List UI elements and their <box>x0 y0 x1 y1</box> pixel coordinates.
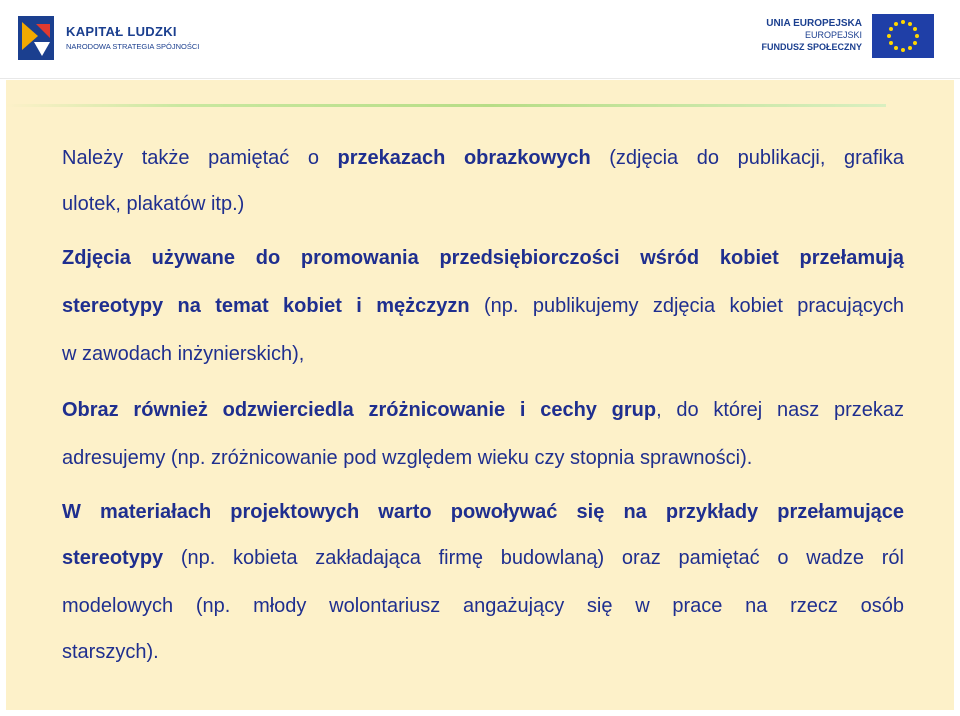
paragraph-2-line-2 <box>62 293 904 319</box>
paragraph-4-line-3: modelowych (np. młody wolontariusz angażujący się w prace na rzecz osób <box>62 595 904 617</box>
header-bar <box>0 0 960 79</box>
text-bold: Obraz również odzwierciedla zróżnicowanie i cechy grup <box>62 399 657 421</box>
eu-logo <box>761 14 934 60</box>
text-span: (np. publikujemy zdjęcia kobiet pracujących <box>469 295 904 317</box>
eu-line-3: FUNDUSZ SPOŁECZNY <box>761 42 862 52</box>
kapital-ludzki-title: KAPITAŁ LUDZKI <box>66 24 177 39</box>
paragraph-3-line-1 <box>62 397 904 423</box>
text-bold: stereotypy na temat kobiet i mężczyzn <box>62 295 470 317</box>
kapital-ludzki-logo <box>10 12 200 64</box>
paragraph-4-line-1 <box>62 499 904 525</box>
paragraph-4-line-2 <box>62 545 904 571</box>
text-span: Należy także pamiętać o <box>62 147 338 169</box>
text-bold: stereotypy <box>62 547 164 569</box>
paragraph-4-line-4: starszych). <box>62 641 159 663</box>
kapital-ludzki-subtitle: NARODOWA STRATEGIA SPÓJNOŚCI <box>66 42 200 51</box>
text-span: , do której nasz przekaz <box>656 399 904 421</box>
paragraph-1-line-2: ulotek, plakatów itp.) <box>62 193 245 215</box>
eu-line-2: EUROPEJSKI <box>804 30 862 40</box>
text-span: (np. kobieta zakładająca firmę budowlaną) oraz pamiętać o wadze ról <box>163 547 904 569</box>
eu-line-1: UNIA EUROPEJSKA <box>766 18 862 29</box>
kapital-ludzki-logo-icon <box>16 14 56 62</box>
paragraph-2-line-1 <box>62 245 904 271</box>
eu-flag-icon <box>872 14 934 58</box>
paragraph-1-line-1 <box>62 145 904 171</box>
decorative-rule <box>6 104 886 107</box>
slide-content <box>6 80 954 710</box>
text-bold: W materiałach projektowych warto powoływać się na przykłady przełamujące <box>62 501 904 523</box>
paragraph-2-line-3: w zawodach inżynierskich), <box>62 343 305 365</box>
text-span: (zdjęcia do publikacji, grafika <box>590 147 905 169</box>
text-bold: przekazach obrazkowych <box>337 147 591 169</box>
paragraph-3-line-2: adresujemy (np. zróżnicowanie pod względem wieku czy stopnia sprawności). <box>62 447 753 469</box>
text-bold: Zdjęcia używane do promowania przedsiębiorczości wśród kobiet przełamują <box>62 247 904 269</box>
